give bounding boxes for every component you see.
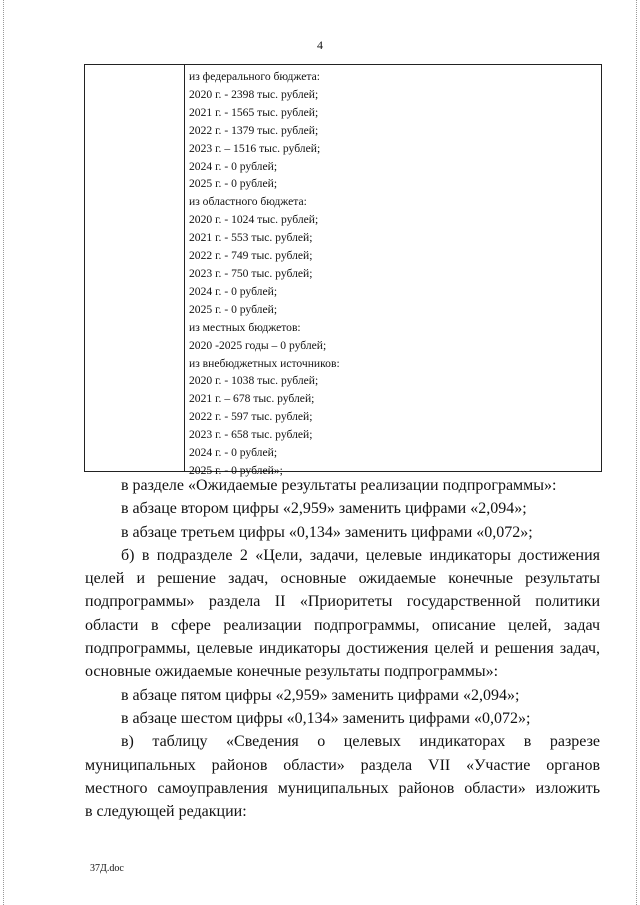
budget-line: 2022 г. - 597 тыс. рублей; <box>189 410 313 424</box>
budget-line: 2024 г. - 0 рублей; <box>189 159 278 173</box>
budget-line: 2024 г. - 0 рублей; <box>189 284 278 298</box>
budget-line: 2020 г. - 1024 тыс. рублей; <box>189 213 319 227</box>
paragraph-line: основные ожидаемые конечные результаты подпрограммы»: <box>85 663 499 681</box>
budget-line: 2020 г. - 1038 тыс. рублей; <box>189 374 319 388</box>
paragraph-line: подпрограммы» раздела II «Приоритеты государственной политики <box>85 593 600 611</box>
budget-line: 2022 г. - 1379 тыс. рублей; <box>189 123 319 137</box>
budget-line: из федерального бюджета: <box>189 70 320 83</box>
paragraph-line: в разделе «Ожидаемые результаты реализации подпрограммы»: <box>121 477 557 494</box>
paragraph-line: подпрограммы, целевые индикаторы достижения целей и решения задач, <box>85 640 600 658</box>
paragraph-line: местного самоуправления муниципальных районов области» изложить <box>85 779 600 797</box>
paragraph-line: б) в подразделе 2 «Цели, задачи, целевые индикаторы достижения <box>121 546 600 564</box>
budget-line: 2024 г. - 0 рублей; <box>189 446 278 460</box>
scan-edge-right <box>636 0 637 905</box>
budget-line: 2025 г. - 0 рублей; <box>189 302 278 316</box>
budget-line: 2025 г. - 0 рублей»; <box>189 463 283 477</box>
budget-line: 2020 -2025 годы – 0 рублей; <box>189 338 327 352</box>
paragraph-line: целей и решение задач, основные ожидаемые конечные результаты <box>85 570 600 588</box>
budget-table <box>84 64 602 477</box>
budget-line: из внебюджетных источников: <box>189 356 340 370</box>
scan-edge-left <box>3 0 4 905</box>
file-name: 37Д.doc <box>90 863 124 874</box>
body-text <box>85 474 600 823</box>
budget-line: 2021 г. - 1565 тыс. рублей; <box>189 105 319 119</box>
paragraph-line: в абзаце третьем цифры «0,134» заменить цифрами «0,072»; <box>121 523 533 541</box>
budget-line: 2025 г. - 0 рублей; <box>189 177 278 191</box>
page-number: 4 <box>317 38 323 52</box>
paragraph-line: в абзаце пятом цифры «2,959» заменить цифрами «2,094»; <box>121 686 520 704</box>
budget-line: 2021 г. - 553 тыс. рублей; <box>189 231 313 245</box>
budget-line: 2021 г. – 678 тыс. рублей; <box>189 392 315 406</box>
budget-line: 2022 г. - 749 тыс. рублей; <box>189 249 313 263</box>
budget-line: 2023 г. - 750 тыс. рублей; <box>189 266 313 280</box>
paragraph-line: в абзаце втором цифры «2,959» заменить цифрами «2,094»; <box>121 500 527 518</box>
paragraph-line: в следующей редакции: <box>85 803 247 821</box>
budget-line: из областного бюджета: <box>189 195 307 209</box>
paragraph-line: области в сфере реализации подпрограммы, описание целей, задач <box>85 616 600 634</box>
budget-line: 2023 г. - 658 тыс. рублей; <box>189 428 313 442</box>
budget-line: из местных бюджетов: <box>189 320 301 334</box>
paragraph-line: в) таблицу «Сведения о целевых индикаторах в разрезе <box>121 733 600 751</box>
budget-lines <box>189 68 340 480</box>
paragraph-line: в абзаце шестом цифры «0,134» заменить цифрами «0,072»; <box>121 709 531 727</box>
budget-line: 2023 г. – 1516 тыс. рублей; <box>189 141 321 155</box>
table-column-divider <box>184 65 185 471</box>
budget-line: 2020 г. - 2398 тыс. рублей; <box>189 87 319 101</box>
paragraph-line: муниципальных районов области» раздела VII «Участие органов <box>85 756 600 774</box>
